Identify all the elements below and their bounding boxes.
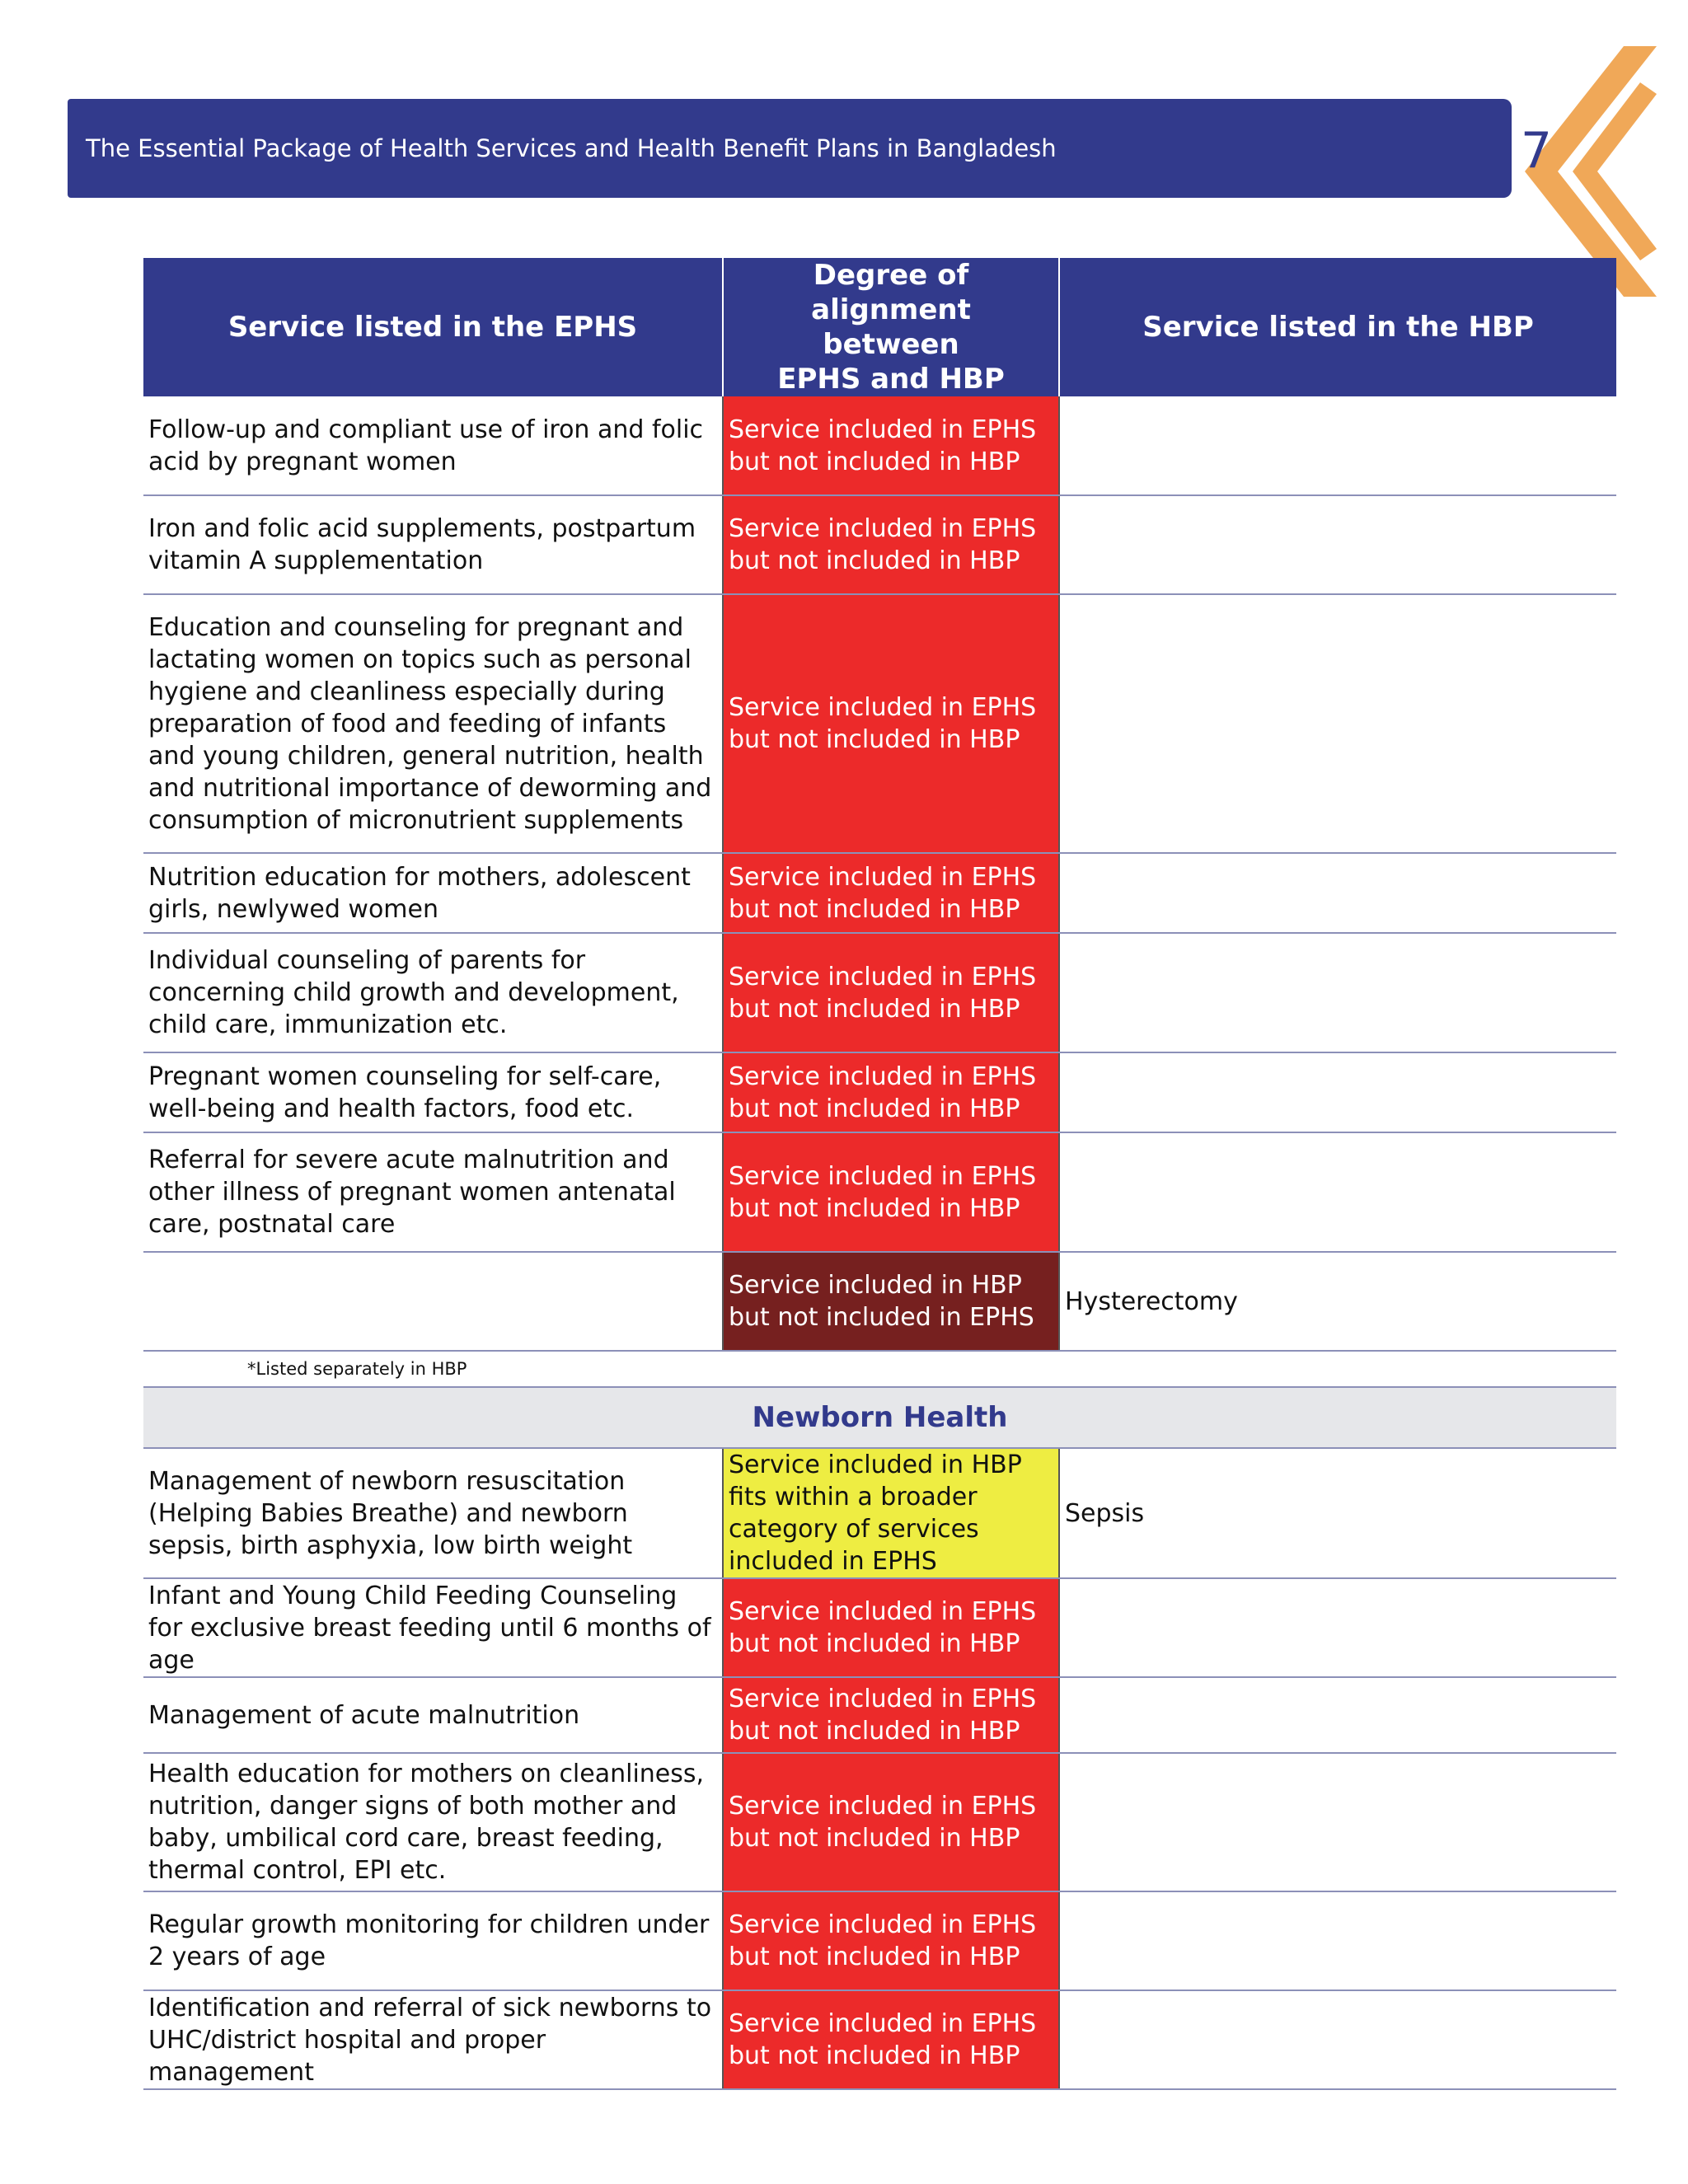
section-header-row: [143, 1387, 1616, 1448]
footnote: *Listed separately in HBP: [143, 1351, 1616, 1387]
ephs-service: Nutrition education for mothers, adolescent girls, newlywed women: [143, 853, 723, 933]
column-header-ephs: Service listed in the EPHS: [143, 258, 723, 396]
hbp-service: [1059, 396, 1616, 495]
table-row: [143, 594, 1616, 853]
ephs-service: Health education for mothers on cleanliness, nutrition, danger signs of both mother and baby, umbilical cord care, breast feeding, thermal control, EPI etc.: [143, 1753, 723, 1891]
hbp-service: Sepsis: [1059, 1448, 1616, 1578]
hbp-service: [1059, 1677, 1616, 1753]
ephs-service: Identification and referral of sick newborns to UHC/district hospital and proper management: [143, 1990, 723, 2089]
table-header-row: [143, 258, 1616, 396]
table-row: [143, 1132, 1616, 1252]
alignment-status: Service included in EPHS but not included in HBP: [723, 594, 1059, 853]
table-row: [143, 1448, 1616, 1578]
footnote-row: [143, 1351, 1616, 1387]
alignment-status: Service included in EPHS but not included in HBP: [723, 1132, 1059, 1252]
ephs-service: Follow-up and compliant use of iron and folic acid by pregnant women: [143, 396, 723, 495]
alignment-table: [143, 258, 1616, 2090]
column-header-alignment-line-2: between: [823, 328, 959, 361]
header-bar: [68, 99, 1512, 198]
hbp-service: Hysterectomy: [1059, 1252, 1616, 1351]
alignment-status: Service included in HBP fits within a broader category of services included in EPHS: [723, 1448, 1059, 1578]
table-row: [143, 1891, 1616, 1990]
column-header-alignment: [723, 258, 1059, 396]
ephs-service: [143, 1252, 723, 1351]
hbp-service: [1059, 1132, 1616, 1252]
alignment-status: Service included in HBP but not included in EPHS: [723, 1252, 1059, 1351]
alignment-status: Service included in EPHS but not included in HBP: [723, 853, 1059, 933]
column-header-hbp: Service listed in the HBP: [1059, 258, 1616, 396]
alignment-status: Service included in EPHS but not included in HBP: [723, 1990, 1059, 2089]
hbp-service: [1059, 1753, 1616, 1891]
hbp-service: [1059, 1891, 1616, 1990]
ephs-service: Iron and folic acid supplements, postpartum vitamin A supplementation: [143, 495, 723, 594]
hbp-service: [1059, 853, 1616, 933]
hbp-service: [1059, 495, 1616, 594]
ephs-service: Pregnant women counseling for self-care, well-being and health factors, food etc.: [143, 1052, 723, 1132]
ephs-service: Regular growth monitoring for children under 2 years of age: [143, 1891, 723, 1990]
table-row: [143, 396, 1616, 495]
alignment-status: Service included in EPHS but not included in HBP: [723, 495, 1059, 594]
table-row: [143, 853, 1616, 933]
table-row: [143, 933, 1616, 1052]
column-header-alignment-line-1: Degree of alignment: [811, 259, 971, 326]
alignment-status: Service included in EPHS but not included in HBP: [723, 1578, 1059, 1677]
ephs-service: Infant and Young Child Feeding Counseling for exclusive breast feeding until 6 months of age: [143, 1578, 723, 1677]
table-row: [143, 495, 1616, 594]
alignment-status: Service included in EPHS but not included in HBP: [723, 1753, 1059, 1891]
hbp-service: [1059, 594, 1616, 853]
ephs-service: Individual counseling of parents for concerning child growth and development, child care, immunization etc.: [143, 933, 723, 1052]
column-header-alignment-line-3: EPHS and HBP: [777, 363, 1005, 396]
table-row: [143, 1990, 1616, 2089]
alignment-status: Service included in EPHS but not included in HBP: [723, 396, 1059, 495]
alignment-status: Service included in EPHS but not included in HBP: [723, 1677, 1059, 1753]
table-row: [143, 1753, 1616, 1891]
ephs-service: Management of newborn resuscitation (Helping Babies Breathe) and newborn sepsis, birth asphyxia, low birth weight: [143, 1448, 723, 1578]
hbp-service: [1059, 1578, 1616, 1677]
section-title: Newborn Health: [143, 1387, 1616, 1448]
table-row: [143, 1252, 1616, 1351]
table-row: [143, 1578, 1616, 1677]
ephs-service: Referral for severe acute malnutrition and other illness of pregnant women antenatal care, postnatal care: [143, 1132, 723, 1252]
hbp-service: [1059, 1052, 1616, 1132]
document-title: The Essential Package of Health Services and Health Benefit Plans in Bangladesh: [86, 134, 1057, 162]
ephs-service: Management of acute malnutrition: [143, 1677, 723, 1753]
hbp-service: [1059, 933, 1616, 1052]
table-row: [143, 1052, 1616, 1132]
ephs-service: Education and counseling for pregnant and lactating women on topics such as personal hygiene and cleanliness especially during preparation of food and feeding of infants and young children, general nutrition, health and nutritional importance of deworming and consumption of micronutrient supplements: [143, 594, 723, 853]
alignment-status: Service included in EPHS but not included in HBP: [723, 1052, 1059, 1132]
table-row: [143, 1677, 1616, 1753]
alignment-status: Service included in EPHS but not included in HBP: [723, 933, 1059, 1052]
page-number: 7: [1520, 122, 1553, 180]
hbp-service: [1059, 1990, 1616, 2089]
alignment-status: Service included in EPHS but not included in HBP: [723, 1891, 1059, 1990]
